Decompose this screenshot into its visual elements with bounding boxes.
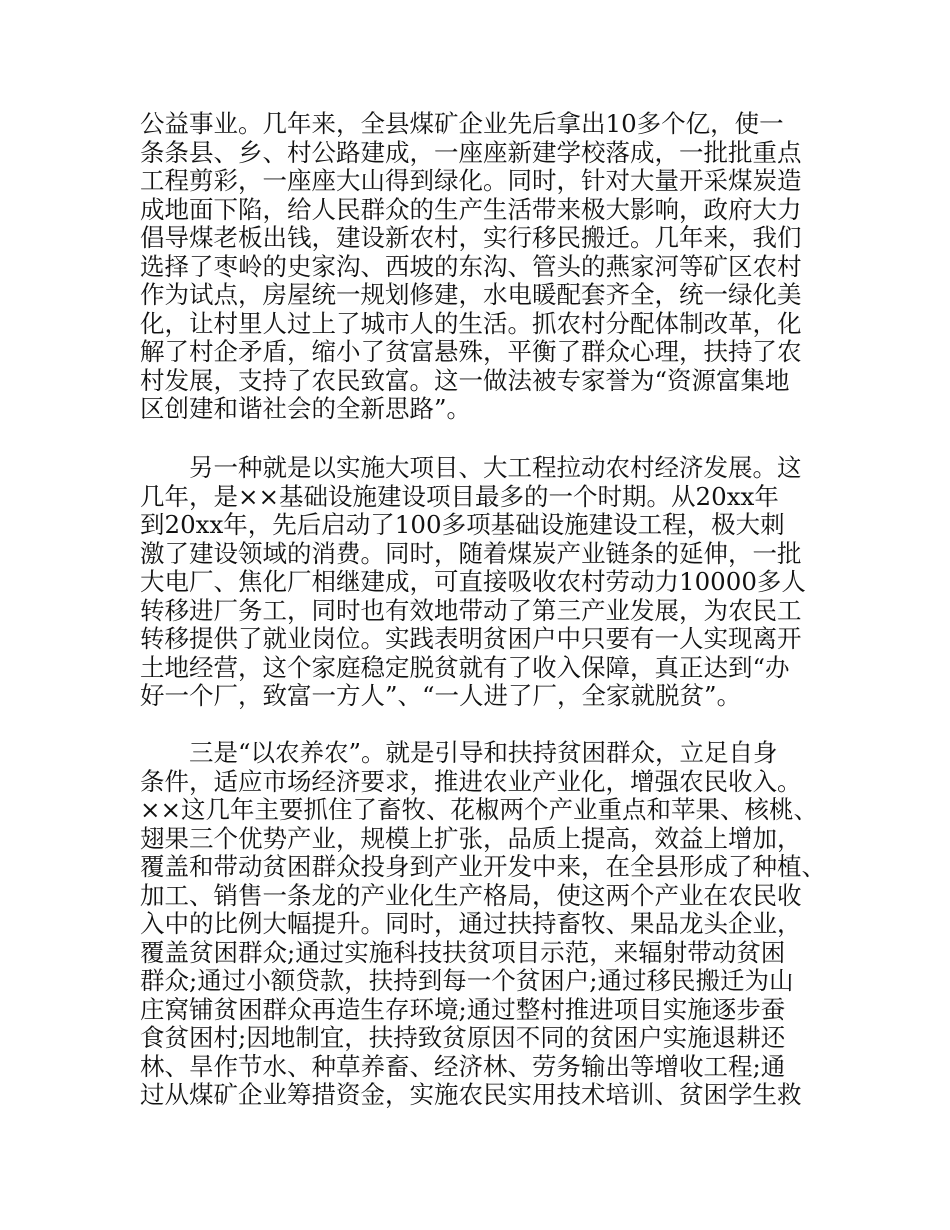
text-line: 覆盖和带动贫困群众投身到产业开发中来，在全县形成了种植、	[140, 852, 826, 881]
text-line: 群众;通过小额贷款，扶持到每一个贫困户;通过移民搬迁为山	[140, 966, 794, 995]
paragraph-agriculture	[140, 738, 826, 1110]
text-line: 另一种就是以实施大项目、大工程拉动农村经济发展。这	[189, 453, 802, 482]
text-line: 化，让村里人过上了城市人的生活。抓农村分配体制改革，化	[140, 308, 802, 338]
text-line: 翅果三个优势产业，规模上扩张，品质上提高，效益上增加，	[140, 823, 802, 853]
text-line: 解了村企矛盾，缩小了贫富悬殊，平衡了群众心理，扶持了农	[140, 337, 802, 366]
paragraph-major-projects	[140, 454, 820, 711]
text-line: 作为试点，房屋统一规划修建，水电暖配套齐全，统一绿化美	[140, 280, 802, 309]
text-line: 转移进厂务工，同时也有效地带动了第三产业发展，为农民工	[140, 595, 802, 625]
text-line: 激了建设领域的消费。同时，随着煤炭产业链条的延伸，一批	[140, 538, 802, 568]
text-line: 三是“以农养农”。就是引导和扶持贫困群众，立足自身	[189, 738, 778, 767]
text-line: 好一个厂，致富一方人”、“一人进了厂，全家就脱贫”。	[140, 681, 742, 710]
text-line: 区创建和谐社会的全新思路”。	[140, 394, 472, 423]
text-line: 食贫困村;因地制宜，扶持致贫原因不同的贫困户实施退耕还	[140, 1023, 786, 1052]
text-line: 入中的比例大幅提升。同时，通过扶持畜牧、果品龙头企业，	[140, 909, 802, 938]
text-line: 选择了枣岭的史家沟、西坡的东沟、管头的燕家河等矿区农村	[140, 251, 802, 281]
text-line: 条条县、乡、村公路建成，一座座新建学校落成，一批批重点	[140, 137, 802, 167]
text-line: 大电厂、焦化厂相继建成，可直接吸收农村劳动力10000多人	[140, 567, 806, 596]
text-line: 庄窝铺贫困群众再造生存环境;通过整村推进项目实施逐步蚕	[140, 994, 786, 1024]
text-line: 工程剪彩，一座座大山得到绿化。同时，针对大量开采煤炭造	[140, 166, 802, 195]
text-line: 成地面下陷，给人民群众的生产生活带来极大影响，政府大力	[140, 194, 802, 224]
text-line: 加工、销售一条龙的产业化生产格局，使这两个产业在农民收	[140, 880, 802, 910]
text-line: 土地经营，这个家庭稳定脱贫就有了收入保障，真正达到“办	[140, 652, 790, 682]
text-line: 到20xx年，先后启动了100多项基础设施建设工程，极大刺	[140, 510, 785, 539]
text-line: 条件，适应市场经济要求，推进农业产业化，增强农民收入。	[140, 766, 802, 796]
paragraph-public-welfare	[140, 110, 820, 424]
text-line: ××这几年主要抓住了畜牧、花椒两个产业重点和苹果、核桃、	[140, 795, 819, 824]
text-line: 村发展，支持了农民致富。这一做法被专家誉为“资源富集地	[140, 365, 790, 395]
text-line: 倡导煤老板出钱，建设新农村，实行移民搬迁。几年来，我们	[140, 223, 802, 252]
text-line: 公益事业。几年来，全县煤矿企业先后拿出10多个亿，使一	[140, 109, 784, 138]
text-line: 林、旱作节水、种草养畜、经济林、劳务输出等增收工程;通	[140, 1051, 786, 1081]
text-line: 转移提供了就业岗位。实践表明贫困户中只要有一人实现离开	[140, 624, 802, 653]
text-line: 过从煤矿企业筹措资金，实施农民实用技术培训、贫困学生救	[140, 1080, 802, 1109]
text-line: 几年，是××基础设施建设项目最多的一个时期。从20xx年	[140, 481, 779, 511]
text-line: 覆盖贫困群众;通过实施科技扶贫项目示范，来辐射带动贫困	[140, 937, 786, 967]
